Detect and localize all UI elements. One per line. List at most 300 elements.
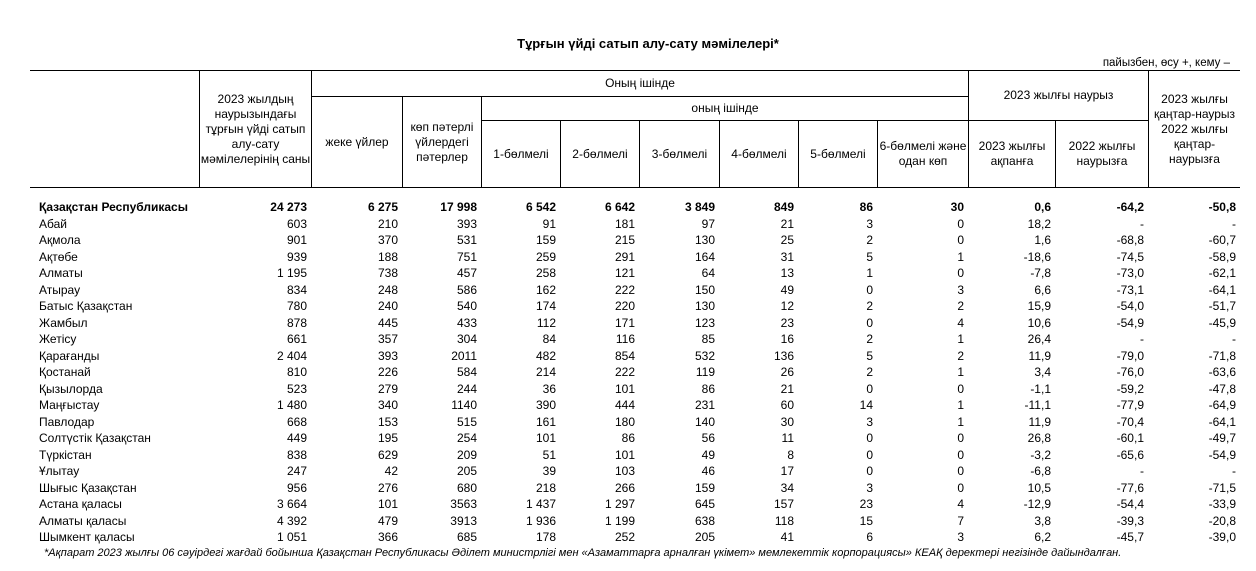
region-name-cell: Атырау	[39, 282, 81, 297]
value-cell-r4: 60	[780, 398, 794, 412]
value-cell-apts: 1140	[451, 398, 477, 412]
value-cell-private: 357	[377, 332, 398, 346]
value-cell-apts: 685	[456, 530, 477, 544]
value-cell-feb: -1,1	[1030, 381, 1051, 396]
value-cell-r4: 31	[780, 249, 794, 264]
header-1-room: 1-бөлмелі	[493, 146, 549, 161]
value-cell-private: 279	[377, 381, 398, 396]
value-cell-r1: 178	[535, 530, 556, 544]
value-cell-r4: 26	[780, 365, 794, 379]
value-cell-r4: 8	[787, 447, 794, 462]
region-name-cell: Ақтөбе	[39, 249, 78, 264]
value-cell-r3: 150	[694, 282, 715, 297]
value-cell-mar22: -77,6	[1116, 480, 1144, 495]
value-cell-mar22: -60,1	[1116, 431, 1144, 445]
value-cell-total: 24 273	[270, 200, 307, 214]
value-cell-apts: 515	[456, 414, 477, 429]
value-cell-total: 247	[286, 464, 307, 478]
value-cell-r2: 121	[614, 266, 635, 280]
value-cell-r1: 162	[535, 282, 556, 297]
value-cell-jm: -33,9	[1208, 497, 1236, 511]
table-row	[30, 315, 1240, 332]
value-cell-r3: 119	[695, 365, 715, 379]
value-cell-private: 188	[377, 249, 398, 264]
table-row	[30, 232, 1240, 249]
region-name-cell: Батыс Қазақстан	[39, 299, 133, 313]
value-cell-feb: -7,8	[1030, 266, 1051, 280]
table-row	[30, 381, 1240, 398]
value-cell-r5: 14	[859, 398, 873, 412]
value-cell-r1: 174	[535, 299, 556, 313]
data-table	[30, 199, 1240, 546]
value-cell-r4: 49	[780, 282, 794, 297]
value-cell-jm: -64,1	[1208, 414, 1236, 429]
value-cell-total: 834	[286, 282, 307, 297]
value-cell-apts: 393	[456, 216, 477, 231]
value-cell-feb: 1,6	[1034, 233, 1051, 247]
value-cell-r5: 0	[866, 447, 873, 462]
value-cell-r1: 1 437	[525, 497, 556, 511]
value-cell-total: 1 480	[276, 398, 307, 412]
value-cell-mar22: -54,4	[1116, 497, 1144, 511]
value-cell-r4: 12	[780, 299, 794, 313]
value-cell-private: 226	[377, 365, 398, 379]
value-cell-r6: 2	[957, 348, 964, 363]
value-cell-r4: 21	[780, 216, 794, 231]
value-cell-r6: 1	[957, 365, 964, 379]
region-name-cell: Қостанай	[39, 365, 91, 379]
page-title: Тұрғын үйді сатып алу-сату мәмілелері*	[517, 36, 779, 51]
value-cell-r6: 0	[957, 464, 964, 478]
value-cell-r2: 222	[614, 365, 635, 379]
header-jan-mar: 2023 жылғы қаңтар-наурыз 2022 жылғы қаңтар-наурызға	[1153, 91, 1236, 166]
value-cell-r1: 390	[535, 398, 556, 412]
value-cell-mar22: -74,5	[1116, 249, 1144, 264]
value-cell-total: 956	[286, 480, 307, 495]
table-row	[30, 463, 1240, 480]
value-cell-feb: 10,5	[1027, 480, 1051, 495]
value-cell-jm: -45,9	[1208, 315, 1236, 330]
value-cell-r4: 157	[773, 497, 794, 511]
value-cell-r2: 266	[614, 480, 635, 495]
header-3-room: 3-бөлмелі	[651, 146, 708, 161]
value-cell-feb: 26,4	[1027, 332, 1051, 346]
value-cell-r1: 39	[542, 464, 556, 478]
value-cell-r1: 36	[542, 381, 556, 396]
value-cell-private: 393	[377, 348, 398, 363]
value-cell-r1: 482	[535, 348, 556, 363]
value-cell-r1: 101	[535, 431, 556, 445]
value-cell-feb: 18,2	[1027, 216, 1051, 231]
value-cell-apts: 751	[456, 249, 477, 264]
value-cell-r6: 1	[957, 332, 964, 346]
value-cell-jm: -54,9	[1208, 447, 1236, 462]
value-cell-mar22: -54,9	[1116, 315, 1144, 330]
value-cell-r2: 101	[614, 381, 635, 396]
region-name-cell: Жамбыл	[39, 315, 88, 330]
value-cell-r2: 291	[614, 249, 635, 264]
value-cell-r6: 7	[957, 513, 964, 528]
value-cell-feb: -3,2	[1030, 447, 1051, 462]
value-cell-private: 6 275	[367, 200, 398, 214]
value-cell-private: 276	[377, 480, 398, 495]
region-name-cell: Маңғыстау	[39, 398, 100, 412]
value-cell-r6: 0	[957, 431, 964, 445]
value-cell-feb: -12,9	[1023, 497, 1051, 511]
value-cell-r1: 259	[535, 249, 556, 264]
value-cell-r2: 854	[614, 348, 635, 363]
value-cell-r2: 180	[614, 414, 635, 429]
value-cell-r3: 205	[694, 530, 715, 544]
value-cell-r5: 0	[866, 431, 873, 445]
footnote: *Ақпарат 2023 жылғы 06 сәуірдегі жағдай бойынша Қазақстан Республикасы Әділет министрлігі мен «Азаматтарға арналған үкімет» мемлекеттік корпорациясы» КЕАҚ деректері негізінде дайындалған.	[44, 547, 1122, 559]
value-cell-private: 366	[377, 530, 398, 544]
value-cell-jm: -63,6	[1208, 365, 1236, 379]
value-cell-mar22: -45,7	[1116, 530, 1144, 544]
value-cell-r4: 34	[780, 480, 794, 495]
value-cell-apts: 3563	[450, 497, 477, 511]
header-6-room: 6-бөлмелі және одан көп	[879, 139, 967, 168]
value-cell-r1: 218	[535, 480, 556, 495]
value-cell-apts: 540	[456, 299, 477, 313]
value-cell-r2: 116	[615, 332, 635, 346]
value-cell-feb: 11,9	[1028, 414, 1051, 429]
region-name-cell: Шығыс Қазақстан	[39, 480, 137, 495]
region-name-cell: Қазақстан Республикасы	[39, 200, 188, 214]
value-cell-r6: 0	[957, 447, 964, 462]
header-4-room: 4-бөлмелі	[731, 146, 787, 161]
table-row	[30, 364, 1240, 381]
header-of-which: Оның ішінде	[605, 76, 675, 90]
value-cell-apts: 680	[456, 480, 477, 495]
value-cell-r1: 159	[535, 233, 556, 247]
region-name-cell: Шымкент қаласы	[39, 530, 135, 544]
value-cell-apts: 3913	[450, 513, 477, 528]
region-name-cell: Ұлытау	[39, 464, 80, 478]
value-cell-r1: 84	[542, 332, 556, 346]
value-cell-r2: 220	[614, 299, 635, 313]
value-cell-r1: 258	[535, 266, 556, 280]
value-cell-jm: -64,9	[1208, 398, 1236, 412]
value-cell-r3: 85	[701, 332, 715, 346]
value-cell-r1: 161	[535, 414, 556, 429]
value-cell-jm: -39,0	[1208, 530, 1236, 544]
region-name-cell: Ақмола	[39, 233, 81, 247]
value-cell-total: 668	[286, 414, 307, 429]
value-cell-r2: 103	[614, 464, 635, 478]
value-cell-r3: 64	[701, 266, 715, 280]
value-cell-r6: 3	[957, 530, 964, 544]
value-cell-mar22: -77,9	[1116, 398, 1144, 412]
value-cell-mar22: -73,0	[1116, 266, 1144, 280]
table-row	[30, 430, 1240, 447]
value-cell-r3: 97	[701, 216, 715, 231]
table-row	[30, 249, 1240, 266]
value-cell-r2: 86	[621, 431, 635, 445]
value-cell-private: 101	[377, 497, 398, 511]
value-cell-r5: 15	[859, 513, 873, 528]
value-cell-total: 939	[286, 249, 307, 264]
value-cell-apts: 2011	[451, 348, 477, 363]
table-row	[30, 480, 1240, 497]
value-cell-apts: 205	[456, 464, 477, 478]
value-cell-total: 901	[286, 233, 307, 247]
region-name-cell: Павлодар	[39, 414, 95, 429]
value-cell-r5: 6	[866, 530, 873, 544]
value-cell-r6: 0	[957, 216, 964, 231]
units-note: пайызбен, өсу +, кему –	[1102, 57, 1230, 69]
value-cell-r5: 5	[866, 348, 873, 363]
value-cell-mar22: -73,1	[1116, 282, 1144, 297]
value-cell-private: 153	[377, 414, 398, 429]
value-cell-total: 3 664	[276, 497, 307, 511]
table-row	[30, 348, 1240, 365]
value-cell-mar22: -59,2	[1116, 381, 1144, 396]
value-cell-r1: 6 542	[525, 200, 556, 214]
value-cell-mar22: -65,6	[1116, 447, 1144, 462]
value-cell-feb: 15,9	[1027, 299, 1051, 313]
value-cell-feb: 3,8	[1034, 513, 1051, 528]
value-cell-r4: 25	[780, 233, 794, 247]
region-name-cell: Солтүстік Қазақстан	[39, 431, 151, 445]
value-cell-r1: 214	[535, 365, 556, 379]
value-cell-total: 810	[286, 365, 307, 379]
value-cell-apts: 586	[456, 282, 477, 297]
value-cell-total: 661	[286, 332, 307, 346]
value-cell-r4: 118	[774, 513, 794, 528]
value-cell-jm: -62,1	[1208, 266, 1236, 280]
header-total-deals: 2023 жылдың наурызындағы тұрғын үйді сатып алу-сату мәмілелерінің саны	[200, 91, 311, 166]
value-cell-r6: 1	[957, 398, 964, 412]
value-cell-total: 1 051	[276, 530, 307, 544]
value-cell-r2: 1 199	[604, 513, 635, 528]
value-cell-jm: -20,8	[1208, 513, 1236, 528]
value-cell-total: 878	[286, 315, 307, 330]
value-cell-feb: -18,6	[1023, 249, 1051, 264]
value-cell-r4: 30	[780, 414, 794, 429]
value-cell-r6: 4	[957, 497, 964, 511]
value-cell-r1: 1 936	[525, 513, 556, 528]
value-cell-private: 195	[377, 431, 398, 445]
value-cell-mar22: -68,8	[1116, 233, 1144, 247]
value-cell-jm: -51,7	[1208, 299, 1236, 313]
value-cell-jm: -64,1	[1208, 282, 1236, 297]
value-cell-feb: 11,9	[1028, 348, 1051, 363]
value-cell-r6: 1	[957, 249, 964, 264]
value-cell-r5: 2	[866, 233, 873, 247]
value-cell-r5: 0	[866, 464, 873, 478]
table-row	[30, 216, 1240, 233]
value-cell-r3: 123	[694, 315, 715, 330]
value-cell-r5: 0	[866, 282, 873, 297]
value-cell-apts: 457	[456, 266, 477, 280]
table-row	[30, 447, 1240, 464]
value-cell-private: 445	[377, 315, 398, 330]
table-row	[30, 496, 1240, 513]
value-cell-total: 449	[286, 431, 307, 445]
region-name-cell: Абай	[39, 216, 67, 231]
value-cell-mar22: -54,0	[1116, 299, 1144, 313]
table-row	[30, 414, 1240, 431]
value-cell-r1: 112	[536, 315, 556, 330]
region-name-cell: Қызылорда	[39, 381, 103, 396]
value-cell-feb: 10,6	[1027, 315, 1051, 330]
region-name-cell: Жетісу	[39, 332, 77, 346]
value-cell-feb: 6,6	[1034, 282, 1051, 297]
table-row	[30, 282, 1240, 299]
header-vs-feb-2023: 2023 жылғы ақпанға	[978, 139, 1046, 168]
value-cell-jm: -71,5	[1208, 480, 1236, 495]
header-private-houses: жеке үйлер	[325, 134, 389, 149]
value-cell-mar22: -64,2	[1116, 200, 1144, 214]
value-cell-r3: 164	[694, 249, 715, 264]
value-cell-r4: 16	[780, 332, 794, 346]
value-cell-r2: 181	[614, 216, 635, 231]
value-cell-apts: 17 998	[440, 200, 477, 214]
value-cell-feb: 3,4	[1034, 365, 1051, 379]
value-cell-feb: 0,6	[1034, 200, 1051, 214]
value-cell-apts: 531	[456, 233, 477, 247]
value-cell-r3: 130	[694, 299, 715, 313]
value-cell-r3: 49	[701, 447, 715, 462]
value-cell-r4: 17	[780, 464, 794, 478]
value-cell-mar22: -39,3	[1116, 513, 1144, 528]
value-cell-mar22: -70,4	[1116, 414, 1144, 429]
value-cell-jm: -49,7	[1208, 431, 1236, 445]
value-cell-r5: 3	[866, 480, 873, 495]
region-name-cell: Қарағанды	[39, 348, 100, 363]
header-of-which-rooms: оның ішінде	[691, 101, 759, 115]
value-cell-jm: -	[1232, 464, 1236, 478]
value-cell-r5: 3	[866, 414, 873, 429]
value-cell-r5: 3	[866, 216, 873, 231]
value-cell-r1: 51	[542, 447, 556, 462]
value-cell-r6: 0	[957, 266, 964, 280]
value-cell-private: 340	[377, 398, 398, 412]
value-cell-r6: 0	[957, 381, 964, 396]
value-cell-private: 210	[377, 216, 398, 231]
table-row	[30, 265, 1240, 282]
value-cell-r3: 645	[694, 497, 715, 511]
value-cell-r6: 1	[957, 414, 964, 429]
value-cell-private: 42	[384, 464, 398, 478]
value-cell-r4: 41	[780, 530, 794, 544]
value-cell-total: 838	[286, 447, 307, 462]
value-cell-r3: 159	[694, 480, 715, 495]
table-row-total	[30, 199, 1240, 216]
header-vs-mar-2022: 2022 жылғы наурызға	[1068, 139, 1136, 168]
value-cell-mar22: -	[1140, 216, 1144, 231]
value-cell-r6: 0	[957, 233, 964, 247]
region-name-cell: Алматы қаласы	[39, 513, 127, 528]
value-cell-r3: 46	[701, 464, 715, 478]
value-cell-r2: 222	[614, 282, 635, 297]
value-cell-r5: 2	[866, 365, 873, 379]
value-cell-r2: 101	[614, 447, 635, 462]
value-cell-apts: 584	[456, 365, 477, 379]
header-apartments: көп пәтерлі үйлердегі пәтерлер	[410, 119, 474, 164]
value-cell-mar22: -79,0	[1116, 348, 1144, 363]
region-name-cell: Түркістан	[39, 447, 92, 462]
value-cell-jm: -50,8	[1208, 200, 1236, 214]
header-2-room: 2-бөлмелі	[572, 146, 628, 161]
value-cell-r6: 3	[957, 282, 964, 297]
value-cell-r4: 23	[780, 315, 794, 330]
value-cell-total: 780	[286, 299, 307, 313]
value-cell-r4: 13	[780, 266, 794, 280]
value-cell-r4: 11	[781, 431, 794, 445]
value-cell-jm: -47,8	[1208, 381, 1236, 396]
value-cell-r5: 2	[866, 299, 873, 313]
value-cell-r2: 1 297	[604, 497, 635, 511]
value-cell-feb: 26,8	[1027, 431, 1051, 445]
header-5-room: 5-бөлмелі	[810, 146, 866, 161]
value-cell-r6: 0	[957, 480, 964, 495]
value-cell-r3: 56	[701, 431, 715, 445]
value-cell-r4: 21	[780, 381, 794, 396]
value-cell-r4: 849	[773, 200, 794, 214]
table-row	[30, 331, 1240, 348]
value-cell-apts: 304	[456, 332, 477, 346]
value-cell-total: 523	[286, 381, 307, 396]
table-row	[30, 298, 1240, 315]
value-cell-feb: 6,2	[1034, 530, 1051, 544]
value-cell-apts: 254	[456, 431, 477, 445]
value-cell-r5: 23	[859, 497, 873, 511]
value-cell-r2: 444	[614, 398, 635, 412]
value-cell-r5: 5	[866, 249, 873, 264]
value-cell-private: 629	[377, 447, 398, 462]
value-cell-feb: -11,1	[1024, 398, 1051, 412]
value-cell-r6: 4	[957, 315, 964, 330]
value-cell-apts: 209	[456, 447, 477, 462]
value-cell-r5: 86	[859, 200, 873, 214]
value-cell-r5: 1	[866, 266, 873, 280]
value-cell-r2: 252	[614, 530, 635, 544]
table-row	[30, 397, 1240, 414]
value-cell-r3: 140	[694, 414, 715, 429]
value-cell-private: 370	[377, 233, 398, 247]
header-march-2023: 2023 жылғы наурыз	[1003, 88, 1114, 102]
value-cell-r5: 0	[866, 315, 873, 330]
value-cell-r3: 86	[701, 381, 715, 396]
value-cell-r1: 91	[542, 216, 556, 231]
value-cell-private: 240	[377, 299, 398, 313]
value-cell-total: 603	[286, 216, 307, 231]
table-row	[30, 529, 1240, 546]
value-cell-r5: 0	[866, 381, 873, 396]
value-cell-r3: 532	[694, 348, 715, 363]
value-cell-r2: 171	[614, 315, 635, 330]
value-cell-mar22: -	[1140, 464, 1144, 478]
value-cell-jm: -	[1232, 216, 1236, 231]
table-row	[30, 513, 1240, 530]
value-cell-jm: -	[1232, 332, 1236, 346]
value-cell-mar22: -76,0	[1116, 365, 1144, 379]
value-cell-r6: 30	[950, 200, 964, 214]
value-cell-mar22: -	[1140, 332, 1144, 346]
region-name-cell: Алматы	[39, 266, 83, 280]
value-cell-r3: 231	[694, 398, 715, 412]
value-cell-r5: 2	[866, 332, 873, 346]
value-cell-r2: 6 642	[604, 200, 635, 214]
value-cell-r4: 136	[773, 348, 794, 363]
value-cell-jm: -71,8	[1208, 348, 1236, 363]
value-cell-total: 2 404	[276, 348, 307, 363]
value-cell-apts: 433	[456, 315, 477, 330]
value-cell-total: 4 392	[276, 513, 307, 528]
value-cell-private: 248	[377, 282, 398, 297]
